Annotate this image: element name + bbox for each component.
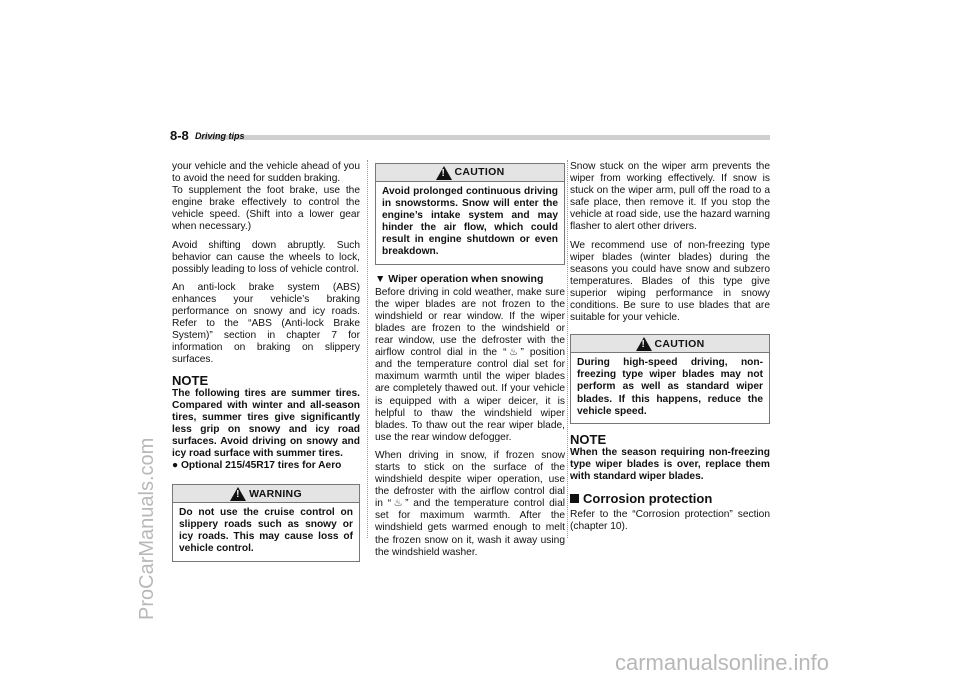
section-heading-text: Corrosion protection <box>583 490 713 506</box>
note-title: NOTE <box>570 431 607 447</box>
caution-label: CAUTION <box>454 166 505 179</box>
caution-box <box>570 334 770 423</box>
watermark-bottom: carmanualsonline.info <box>615 650 830 675</box>
section-heading <box>570 490 770 506</box>
subheading: ▼ Wiper operation when snowing <box>375 272 544 285</box>
note-title: NOTE <box>172 372 209 388</box>
column-divider <box>567 160 569 538</box>
caution-icon <box>436 166 452 180</box>
caution-label: CAUTION <box>654 337 705 350</box>
caution-header <box>571 335 769 353</box>
note-body: The following tires are summer tires. Compared with winter and all-season tires, summer tires give significantly less grip on snowy and icy road surfaces. Avoid driving on snowy and icy road surface with summer tires. <box>172 387 360 459</box>
paragraph: Refer to the “Corrosion protection” section (chapter 10). <box>570 509 770 533</box>
column-right <box>570 161 770 539</box>
caution-header <box>376 164 564 182</box>
header-bar <box>200 135 770 140</box>
column-left <box>172 161 360 570</box>
square-bullet-icon <box>570 494 579 503</box>
paragraph: your vehicle and the vehicle ahead of you to avoid the need for sudden braking. To supplement the foot brake, use the engine brake effectively to control the vehicle speed. (Shift into a lower gear when necessary.) <box>172 161 360 233</box>
page-number: 8-8 <box>170 128 189 143</box>
warning-box <box>172 484 360 561</box>
note-body: When the season requiring non-freezing type wiper blades is over, replace them with standard wiper blades. <box>570 446 770 482</box>
defroster-icon: ♨ <box>508 347 518 359</box>
warning-label: WARNING <box>249 487 302 500</box>
paragraph: We recommend use of non-freezing type wiper blades (winter blades) during the seasons you could have snow and subzero temperatures. Blades of this type give superior wiping performance in snowy conditions. Be sure to use blades that are suitable for your vehicle. <box>570 239 770 324</box>
caution-box <box>375 163 565 265</box>
warning-body: Do not use the cruise control on slippery roads such as snowy or icy roads. This may cause loss of vehicle control. <box>179 507 353 555</box>
bullet-item: ● Optional 215/45R17 tires for Aero <box>172 460 342 472</box>
paragraph <box>375 450 565 559</box>
paragraph <box>375 287 565 444</box>
column-divider <box>367 160 369 538</box>
defroster-icon: ♨ <box>393 498 403 510</box>
watermark-side: ProCarManuals.com <box>136 437 158 620</box>
section-title: Driving tips <box>195 131 245 141</box>
paragraph-text: ” and the temperature control dial set for maximum warmth. After the windshield gets warmed enough to melt the frozen snow on it, wash it away using the windshield washer. <box>375 498 565 558</box>
paragraph: An anti-lock brake system (ABS) enhances your vehicle’s braking performance on snowy and icy roads. Refer to the “ABS (Anti-lock Brake System)” section in chapter 7 for information on braking on slippery surfaces. <box>172 281 360 366</box>
paragraph: Snow stuck on the wiper arm prevents the wiper from working effectively. If snow is stuck on the wiper arm, pull off the road to a safe place, then remove it. If you stop the vehicle at road side, use the hazard warning flasher to alert other drivers. <box>570 161 770 233</box>
column-middle <box>375 161 565 565</box>
paragraph-text: ” position and the temperature control dial set for maximum warmth until the wiper blades are completely thawed out. If your vehicle is equipped with a wiper deicer, it is helpful to thaw the windshield wiper blades. To thaw out the rear wiper blade, use the rear window defogger. <box>375 347 565 443</box>
caution-body: Avoid prolonged continuous driving in snowstorms. Snow will enter the engine’s intake system and may hinder the air flow, which could result in engine shutdown or even breakdown. <box>382 186 558 258</box>
warning-icon <box>230 487 246 501</box>
paragraph-text: Before driving in cold weather, make sure the wiper blades are not frozen to the windshield or rear window. If the wiper blades are frozen to the windshield or rear window, use the defroster with the airflow control dial in the “ <box>375 286 565 359</box>
paragraph: Avoid shifting down abruptly. Such behavior can cause the wheels to lock, possibly leading to loss of vehicle control. <box>172 239 360 275</box>
paragraph-text: When driving in snow, if frozen snow starts to stick on the surface of the windshield despite wiper operation, use the defroster with the airflow control dial in “ <box>375 449 565 510</box>
warning-header <box>173 485 359 503</box>
caution-body: During high-speed driving, non-freezing type wiper blades may not perform as well as standard wiper blades. If this happens, reduce the vehicle speed. <box>577 357 763 417</box>
caution-icon <box>636 337 652 351</box>
